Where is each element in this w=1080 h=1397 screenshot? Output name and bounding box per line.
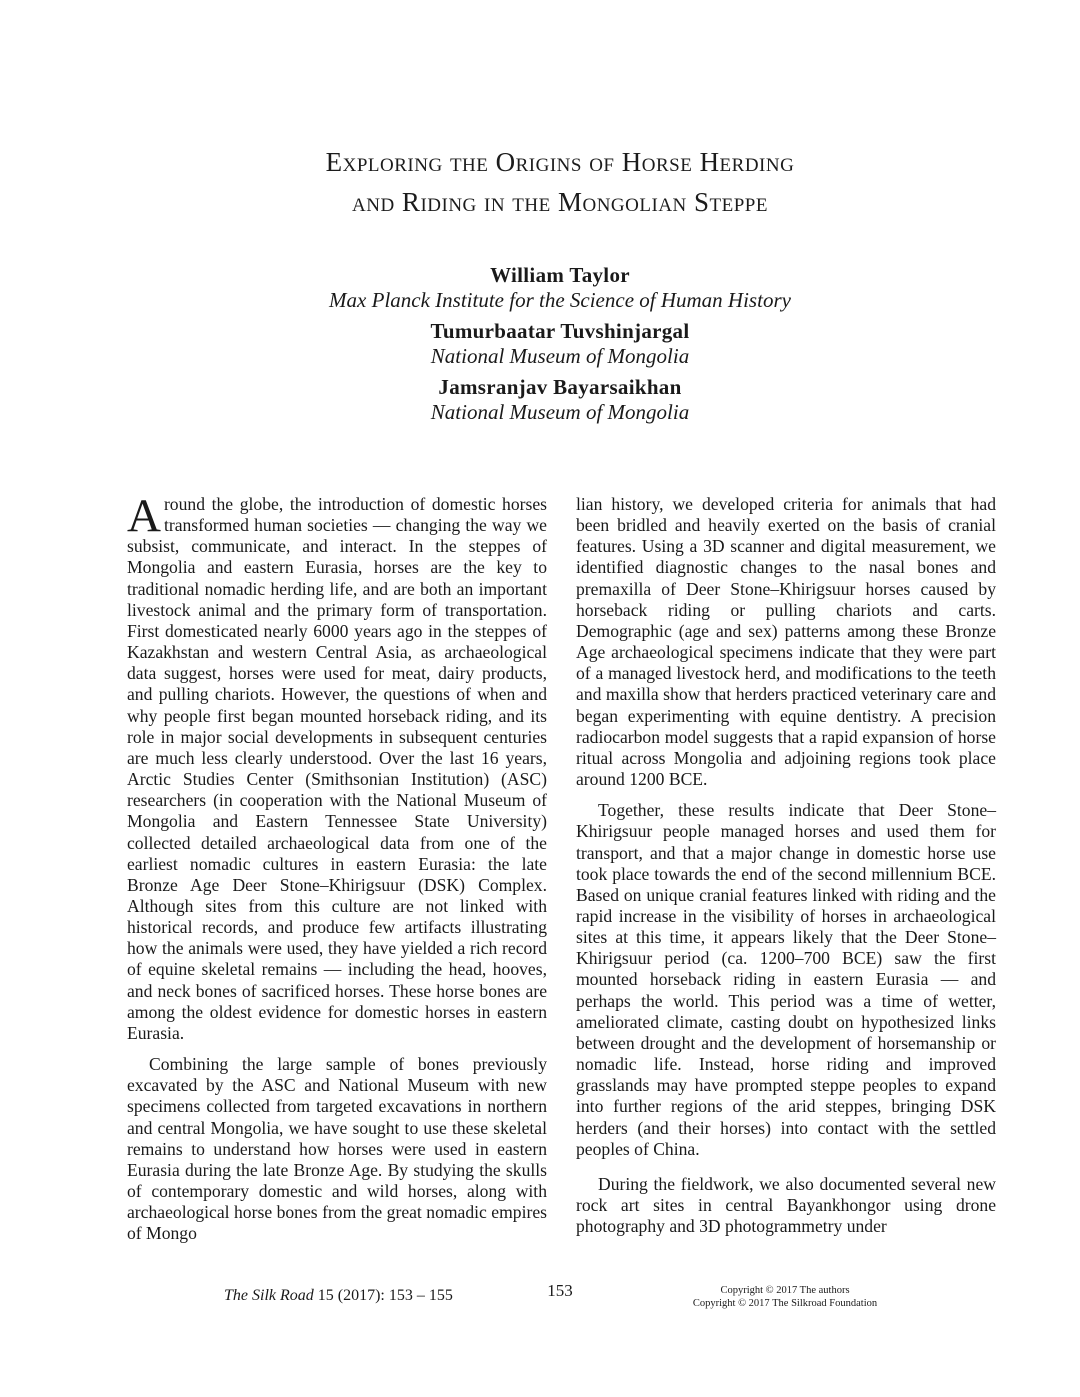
journal-name: The Silk Road xyxy=(224,1287,314,1304)
author-name: Tumurbaatar Tuvshinjargal xyxy=(430,319,690,343)
journal-citation xyxy=(224,1287,453,1305)
author-affiliation: National Museum of Mongolia xyxy=(430,344,690,368)
body-paragraph xyxy=(127,490,547,1044)
page-number: 153 xyxy=(547,1281,573,1300)
citation-text: 15 (2017): 153 – 155 xyxy=(313,1287,453,1304)
body-column-left xyxy=(127,490,547,1244)
article-title xyxy=(140,142,980,222)
copyright-notice xyxy=(660,1284,910,1310)
body-column-right xyxy=(576,494,996,1237)
author-name: Jamsranjav Bayarsaikhan xyxy=(438,375,682,399)
author-list xyxy=(140,263,980,431)
body-paragraph: During the fieldwork, we also documented several new rock art sites in central Bayankhongor using drone photography and 3D photogrammetry under xyxy=(576,1173,996,1237)
author-affiliation: National Museum of Mongolia xyxy=(430,400,690,424)
author-affiliation: Max Planck Institute for the Science of Human History xyxy=(329,288,791,312)
body-paragraph: Combining the large sample of bones previously excavated by the ASC and National Museum with new specimens collected from targeted excavations in northern and central Mongolia, we have sought to use these skeletal remains to understand how horses were used in eastern Eurasia during the late Bronze Age. By studying the skulls of contemporary domestic and wild horses, along with archaeological horse bones from the great nomadic empires of Mongo xyxy=(127,1054,547,1244)
copyright-line: Copyright © 2017 The authors xyxy=(720,1285,850,1296)
drop-cap: A xyxy=(127,490,161,542)
paragraph-text: round the globe, the introduction of domestic horses transformed human societies — changing the way we subsist, communicate, and interact. In the steppes of Mongolia and eastern Eurasia, horses are the key to traditional nomadic herding life, and are both an important livestock animal and the primary form of transportation. First domesticated nearly 6000 years ago in the steppes of Kazakhstan and western Central Asia, as archaeological data suggest, horses were used for meat, dairy products, and pulling chariots. However, the questions of when and why people first began mounted horseback riding, and its role in major social developments in subsequent centuries are much less clearly understood. Over the last 16 years, Arctic Studies Center (Smithsonian Institution) (ASC) researchers (in cooperation with the National Museum of Mongolia and Eastern Tennessee State University) collected detailed archaeological data from one of the earliest nomadic cultures in eastern Eurasia: the late Bronze Age Deer Stone–Khirigsuur (DSK) Complex. Although sites from this culture are not linked with historical records, and produce few artifacts illustrating how the animals were used, they have yielded a rich record of equine skeletal remains — including the head, hooves, and neck bones of sacrificed horses. These horse bones are among the oldest evidence for domestic horses in eastern Eurasia. xyxy=(127,494,547,1043)
title-line-1: Exploring the Origins of Horse Herding xyxy=(325,147,795,177)
copyright-line: Copyright © 2017 The Silkroad Foundation xyxy=(692,1298,878,1309)
author-name: William Taylor xyxy=(490,263,630,287)
body-paragraph: Together, these results indicate that Deer Stone–Khirigsuur people managed horses and used them for transport, and that a major change in domestic horse use took place towards the end of the second millennium BCE. Based on unique cranial features linked with riding and the rapid increase in the visibility of horses in archaeological sites at this time, it appears likely that the Deer Stone–Khirigsuur period (ca. 1200–700 BCE) saw the first mounted horseback riding in eastern Eurasia — and perhaps the world. This period was a time of wetter, ameliorated climate, casting doubt on hypothesized links between drought and the development of horsemanship or nomadic life. Instead, horse riding and improved grasslands may have prompted steppe peoples to expand into further regions of the arid steppes, bringing DSK herders (and their horses) into contact with the settled peoples of China. xyxy=(576,800,996,1159)
body-paragraph: lian history, we developed criteria for animals that had been bridled and heavily exerted on the basis of cranial features. Using a 3D scanner and digital measurement, we identified diagnostic changes to the nasal bones and premaxilla of Deer Stone–Khirigsuur horses caused by horseback riding or pulling chariots and carts. Demographic (age and sex) patterns among these Bronze Age archaeological specimens indicate that they were part of a managed livestock herd, and modifications to the teeth and maxilla show that herders practiced veterinary care and began experimenting with equine dentistry. A precision radiocarbon model suggests that a rapid expansion of horse ritual across Mongolia and adjoining regions took place around 1200 BCE. xyxy=(576,494,996,790)
title-line-2: and Riding in the Mongolian Steppe xyxy=(352,187,768,217)
